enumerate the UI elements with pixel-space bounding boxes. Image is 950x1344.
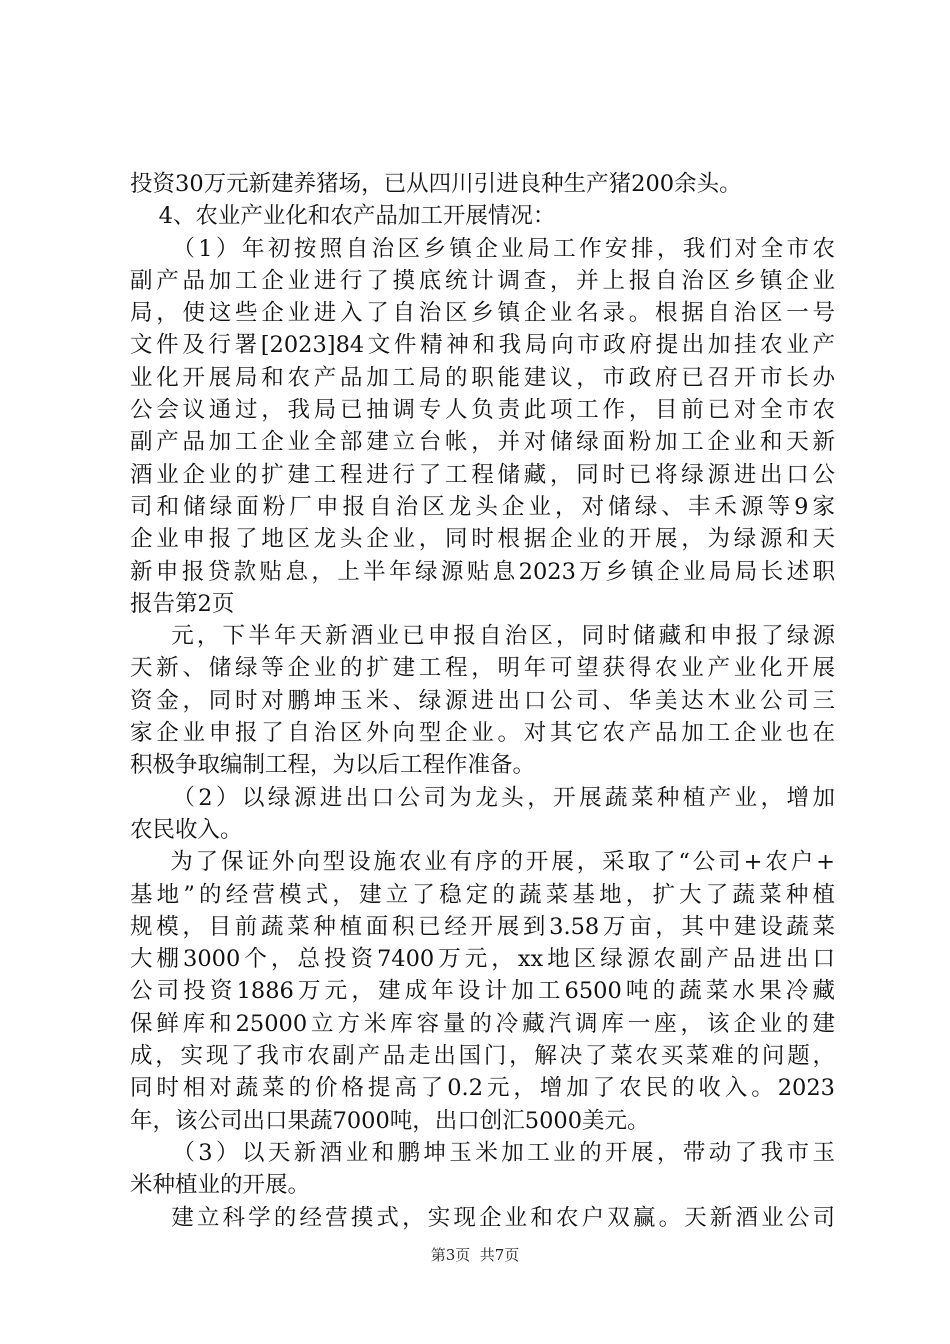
text-line: 资金，同时对鹏坤玉米、绿源进出口公司、华美达木业公司三 [130,687,835,714]
text-line: （2）以绿源进出口公司为龙头，开展蔬菜种植产业，增加 [130,784,835,811]
text-line: 为了保证外向型设施农业有序的开展，采取了“公司+农户+ [130,849,835,876]
text-line: （1）年初按照自治区乡镇企业局工作安排，我们对全市农 [130,235,835,262]
text-line: 积极争取编制工程，为以后工程作准备。 [130,752,536,779]
text-line: 报告第2页 [130,590,235,617]
text-line: 基地”的经营模式，建立了稳定的蔬菜基地，扩大了蔬菜种植 [130,881,835,908]
text-line: 家企业申报了自治区外向型企业。对其它农产品加工企业也在 [130,720,835,747]
text-line: 司和储绿面粉厂申报自治区龙头企业，对储绿、丰禾源等9家 [130,493,835,520]
text-line: 成，实现了我市农副产品走出国门，解决了菜农买菜难的问题， [130,1043,835,1070]
text-line: 米种植业的开展。 [130,1172,311,1199]
page-number-footer: 第3页 共7页 [430,1246,520,1264]
text-line: 公司投资1886万元，建成年设计加工6500吨的蔬菜水果冷藏 [130,978,835,1005]
text-line: 文件及行署[2023]84文件精神和我局向市政府提出加挂农业产 [130,332,835,359]
text-line: 投资30万元新建养猪场，已从四川引进良种生产猪200余头。 [130,171,742,197]
text-line: 天新、储绿等企业的扩建工程，明年可望获得农业产业化开展 [130,655,835,682]
text-line: （3）以天新酒业和鹏坤玉米加工业的开展，带动了我市玉 [130,1139,835,1166]
text-line: 规模，目前蔬菜种植面积已经开展到3.58万亩，其中建设蔬菜 [130,913,835,940]
text-line: 副产品加工企业进行了摸底统计调查，并上报自治区乡镇企业 [130,267,835,294]
text-line: 保鲜库和25000立方米库容量的冷藏汽调库一座，该企业的建 [130,1010,835,1037]
text-line: 公会议通过，我局已抽调专人负责此项工作，目前已对全市农 [130,397,835,424]
text-line: 元，下半年天新酒业已申报自治区，同时储藏和申报了绿源 [130,623,835,650]
text-line: 酒业企业的扩建工程进行了工程储藏，同时已将绿源进出口公 [130,461,835,488]
text-line: 副产品加工企业全部建立台帐，并对储绿面粉加工企业和天新 [130,429,835,456]
text-line: 企业申报了地区龙头企业，同时根据企业的开展，为绿源和天 [130,526,835,553]
text-line: 业化开展局和农产品加工局的职能建议，市政府已召开市长办 [130,364,835,391]
text-line: 农民收入。 [130,816,243,843]
text-line: 年，该公司出口果蔬7000吨，出口创汇5000美元。 [130,1107,650,1134]
text-line: 同时相对蔬菜的价格提高了0.2元，增加了农民的收入。2023 [130,1075,835,1102]
document-body [130,168,835,1234]
text-line: 新申报贷款贴息，上半年绿源贴息2023万乡镇企业局局长述职 [130,558,835,585]
text-line: 局，使这些企业进入了自治区乡镇企业名录。根据自治区一号 [130,300,835,327]
text-line: 4、农业产业化和农产品加工开展情况： [130,203,556,230]
text-line: 建立科学的经营摸式，实现企业和农户双赢。天新酒业公司 [130,1204,835,1231]
text-line: 大棚3000个，总投资7400万元，xx地区绿源农副产品进出口 [130,946,835,973]
